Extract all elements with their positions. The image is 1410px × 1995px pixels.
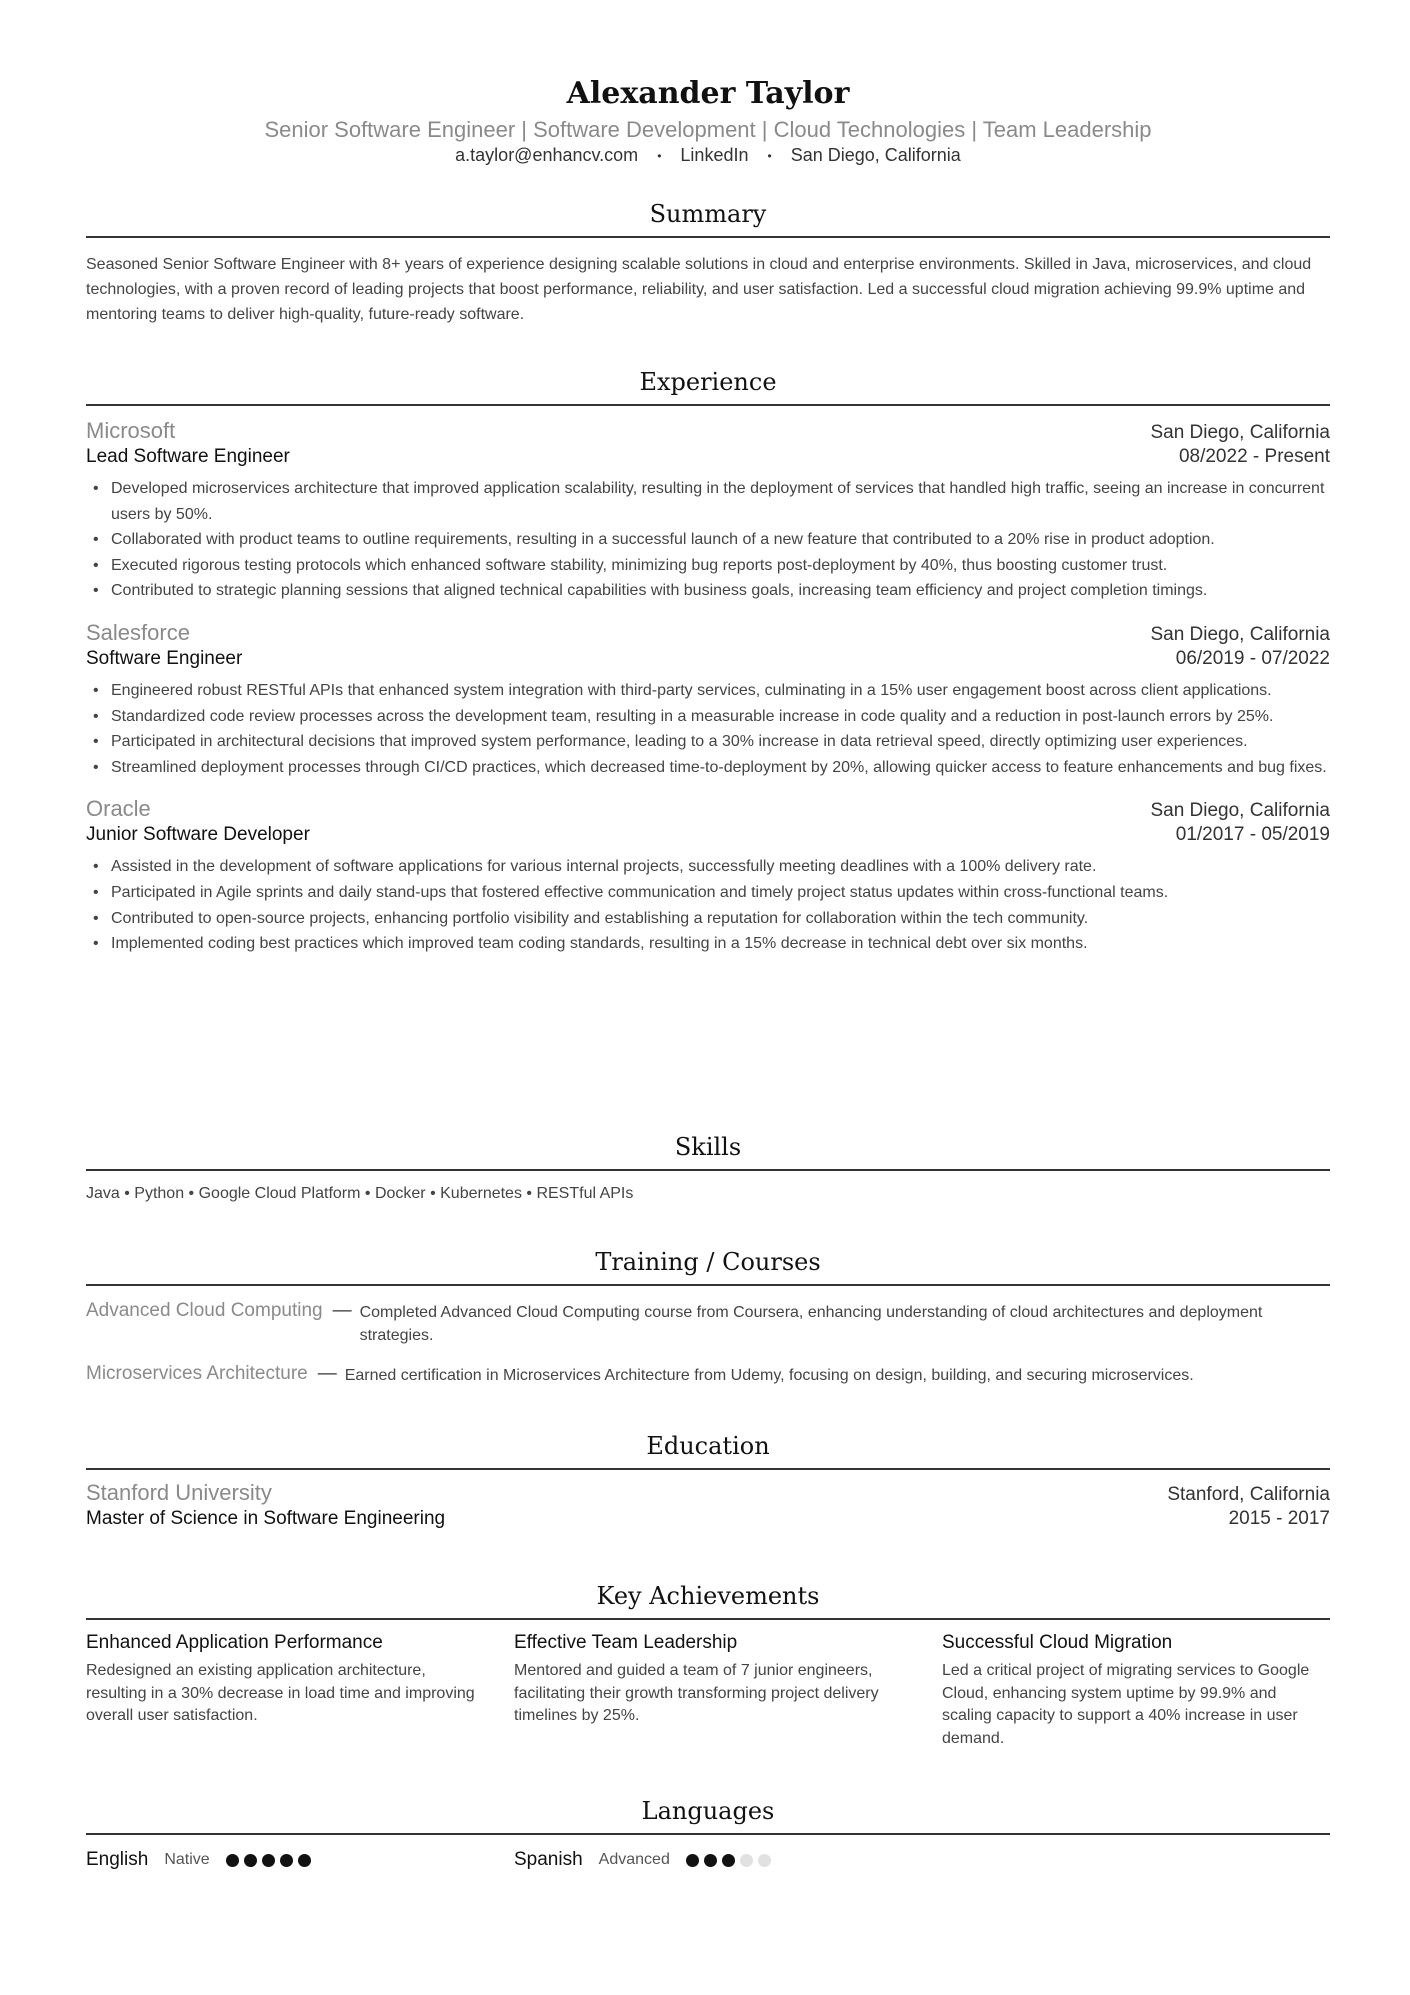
achievements-grid [86, 1632, 1330, 1750]
course-dash: — [317, 1363, 337, 1384]
languages-section [86, 1797, 1330, 1871]
rating-dot-empty [758, 1854, 771, 1867]
job-bullet: • Participated in Agile sprints and daily stand-ups that fostered effective communication and timely project status updates within cross-functional teams. [86, 880, 1330, 906]
job-entry [86, 796, 1330, 956]
contact-bar [86, 145, 1330, 166]
achievement-title: Successful Cloud Migration [942, 1632, 1173, 1653]
language-rating [686, 1854, 776, 1867]
language-entry [86, 1849, 514, 1871]
job-entry [86, 620, 1330, 780]
job-company: Oracle [86, 796, 151, 822]
job-bullet: • Developed microservices architecture that improved application scalability, resulting in the deployment of services that handled high traffic, seeing an increase in concurrent users by 50%. [86, 476, 1330, 527]
job-company: Salesforce [86, 619, 190, 645]
job-entry [86, 418, 1330, 604]
rating-dot-filled [262, 1854, 275, 1867]
language-rating [226, 1854, 316, 1867]
achievement-card [514, 1632, 942, 1750]
email-link[interactable]: a.taylor@enhancv.com [455, 145, 639, 165]
language-level: Advanced [598, 1851, 670, 1868]
job-bullet: • Engineered robust RESTful APIs that enhanced system integration with third-party services, culminating in a 15% user engagement boost across client applications. [86, 678, 1330, 704]
rating-dot-filled [280, 1854, 293, 1867]
course-description: Earned certification in Microservices Architecture from Udemy, focusing on design, building, and securing microservices. [344, 1367, 1194, 1384]
candidate-name: Alexander Taylor [566, 76, 850, 111]
job-location: San Diego, California [1150, 800, 1330, 822]
rating-dot-filled [704, 1854, 717, 1867]
job-bullet: • Assisted in the development of software applications for various internal projects, successfully meeting deadlines with a 100% delivery rate. [86, 854, 1330, 880]
language-level: Native [164, 1851, 210, 1868]
achievement-card [942, 1632, 1330, 1750]
rating-dot-filled [298, 1854, 311, 1867]
job-company: Microsoft [86, 418, 176, 443]
achievement-description: Led a critical project of migrating services to Google Cloud, enhancing system uptime by 99.9% and scaling capacity to support a 40% increase in user demand. [942, 1662, 1310, 1747]
section-title-experience: Experience [86, 368, 1330, 406]
job-location: San Diego, California [1150, 422, 1330, 443]
achievement-title: Effective Team Leadership [514, 1632, 738, 1653]
education-entry [86, 1480, 1330, 1530]
rating-dot-filled [722, 1854, 735, 1867]
language-name: Spanish [514, 1849, 583, 1870]
language-entry [514, 1849, 942, 1871]
rating-dot-filled [686, 1854, 699, 1867]
achievement-title: Enhanced Application Performance [86, 1632, 383, 1653]
section-title-skills: Skills [86, 1133, 1330, 1171]
job-bullets [86, 476, 1330, 604]
job-bullet: • Participated in architectural decisions that improved system performance, leading to a 30% increase in data retrieval speed, directly optimizing user experiences. [86, 729, 1330, 755]
course-entry [86, 1363, 1330, 1387]
job-dates: 08/2022 - Present [1178, 446, 1330, 467]
section-title-achievements: Key Achievements [86, 1582, 1330, 1620]
rating-dot-filled [244, 1854, 257, 1867]
linkedin-link[interactable]: LinkedIn [680, 145, 749, 165]
summary-section [86, 200, 1330, 327]
job-bullet: • Standardized code review processes across the development team, resulting in a measurable increase in code quality and a reduction in post-launch errors by 25%. [86, 704, 1330, 730]
contact-location: San Diego, California [790, 145, 961, 165]
achievements-section [86, 1582, 1330, 1750]
job-location: San Diego, California [1150, 623, 1330, 645]
summary-text: Seasoned Senior Software Engineer with 8+ years of experience designing scalable solutions in cloud and enterprise environments. Skilled in Java, microservices, and cloud technologies, with a proven record of leading projects that boost performance, reliability, and user satisfaction. Led a successful cloud migration achieving 99.9% uptime and mentoring teams to deliver high-quality, future-ready software. [86, 256, 1312, 323]
languages-list [86, 1849, 1330, 1871]
education-school: Stanford University [86, 1480, 272, 1505]
course-description: Completed Advanced Cloud Computing course from Coursera, enhancing understanding of cloud architectures and deployment strategies. [359, 1304, 1263, 1344]
experience-section [86, 368, 1330, 957]
job-bullet: • Contributed to open-source projects, enhancing portfolio visibility and establishing a reputation for collaboration within the tech community. [86, 906, 1330, 932]
rating-dot-filled [226, 1854, 239, 1867]
education-dates: 2015 - 2017 [1228, 1508, 1330, 1529]
job-bullet: • Collaborated with product teams to outline requirements, resulting in a successful launch of a new feature that contributed to a 20% rise in product adoption. [86, 527, 1330, 553]
job-bullets [86, 678, 1330, 780]
contact-separator: • [767, 149, 772, 164]
job-bullets [86, 854, 1330, 956]
headline: Senior Software Engineer | Software Development | Cloud Technologies | Team Leadership [264, 117, 1152, 142]
job-role: Lead Software Engineer [86, 446, 290, 467]
job-role: Junior Software Developer [86, 824, 310, 846]
education-section [86, 1432, 1330, 1530]
course-name: Microservices Architecture [86, 1363, 308, 1384]
achievement-description: Mentored and guided a team of 7 junior engineers, facilitating their growth transforming project delivery timelines by 25%. [514, 1662, 879, 1724]
course-dash: — [332, 1300, 352, 1321]
job-bullet: • Executed rigorous testing protocols which enhanced software stability, minimizing bug reports post-deployment by 40%, thus boosting customer trust. [86, 553, 1330, 579]
section-title-languages: Languages [86, 1797, 1330, 1835]
rating-dot-empty [740, 1854, 753, 1867]
skills-section [86, 1133, 1330, 1203]
achievement-description: Redesigned an existing application architecture, resulting in a 30% decrease in load time and improving overall user satisfaction. [86, 1662, 475, 1724]
section-title-training: Training / Courses [86, 1248, 1330, 1286]
language-name: English [86, 1849, 149, 1870]
course-entry [86, 1300, 1330, 1347]
skills-list: Java • Python • Google Cloud Platform • Docker • Kubernetes • RESTful APIs [86, 1185, 634, 1202]
contact-separator: • [657, 149, 662, 164]
section-title-education: Education [86, 1432, 1330, 1470]
job-bullet: • Contributed to strategic planning sessions that aligned technical capabilities with business goals, increasing team efficiency and project completion timings. [86, 578, 1330, 604]
course-name: Advanced Cloud Computing [86, 1300, 323, 1321]
training-section [86, 1248, 1330, 1387]
education-degree: Master of Science in Software Engineering [86, 1508, 446, 1529]
achievement-card [86, 1632, 514, 1750]
education-location: Stanford, California [1167, 1484, 1330, 1505]
job-dates: 01/2017 - 05/2019 [1175, 824, 1330, 846]
job-dates: 06/2019 - 07/2022 [1175, 647, 1330, 669]
job-bullet: • Implemented coding best practices which improved team coding standards, resulting in a 15% decrease in technical debt over six months. [86, 931, 1330, 957]
job-role: Software Engineer [86, 647, 243, 669]
job-bullet: • Streamlined deployment processes through CI/CD practices, which decreased time-to-deployment by 20%, allowing quicker access to feature enhancements and bug fixes. [86, 755, 1330, 781]
section-title-summary: Summary [86, 200, 1330, 238]
